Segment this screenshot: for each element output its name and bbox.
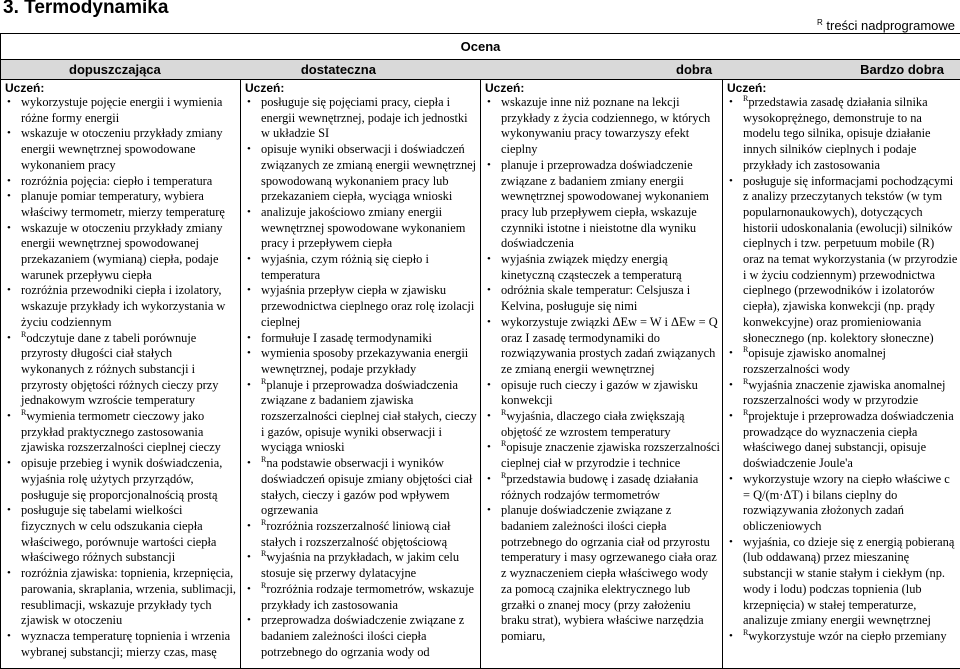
list-item: • wyjaśnia, czym różnią się ciepło i temperatura xyxy=(245,252,478,283)
list-item-r: • $^R$wymienia termometr cieczowy jako przykład praktycznego zastosowania zjawiska rozszerzalności cieplnej cieczy xyxy=(5,409,238,456)
legend-note: $^R$ treści nadprogramowe xyxy=(817,18,955,33)
list-item: • odróżnia skale temperatur: Celsjusza i Kelvina, posługuje się nimi xyxy=(485,283,720,314)
list-item-r: • $^R$odczytuje dane z tabeli porównuje przyrosty długości ciał stałych wykonanych z różnych substancji i przyrosty objętości różnych cieczy przy jednakowym wzroście temperatury xyxy=(5,331,238,410)
list-item-r: • $^R$planuje i przeprowadza doświadczenia związane z badaniem zjawiska rozszerzalności cieplnej ciał stałych, cieczy i gazów, opisuje wyniki obserwacji i wyciąga wnioski xyxy=(245,378,478,457)
list-item: • rozróżnia przewodniki ciepła i izolatory, wskazuje przykłady ich wykorzystania w życiu codziennym xyxy=(5,283,238,330)
list-item: • rozróżnia zjawiska: topnienia, krzepnięcia, parowania, skraplania, wrzenia, sublimacji, resublimacji, wskazuje przykłady tych zjawisk w otoczeniu xyxy=(5,566,238,629)
list-item-r: • $^R$projektuje i przeprowadza doświadczenia prowadzące do wyznaczenia ciepła właściwego danej substancji, opisuje doświadczenie Joule'a xyxy=(727,409,958,472)
list-item: • przeprowadza doświadczenie związane z badaniem zależności ilości ciepła potrzebnego do ogrzania wody od xyxy=(245,613,478,660)
list-item-r: • $^R$rozróżnia rodzaje termometrów, wskazuje przykłady ich zastosowania xyxy=(245,582,478,613)
requirements-table xyxy=(0,33,960,669)
column-bardzo-dobra xyxy=(723,80,960,669)
list-item-r: • $^R$rozróżnia rozszerzalność liniową ciał stałych i rozszerzalność objętościową xyxy=(245,519,478,550)
list-item: • wyznacza temperaturę topnienia i wrzenia wybranej substancji; mierzy czas, masę xyxy=(5,629,238,660)
level-dopuszczajaca: dopuszczająca xyxy=(9,60,169,79)
list-item: • wykorzystuje związki ΔEw = W i ΔEw = Q oraz I zasadę termodynamiki do rozwiązywania prostych zadań związanych ze zmianą energii wewnętrznej xyxy=(485,315,720,378)
list-item: • analizuje jakościowo zmiany energii wewnętrznej spowodowane wykonaniem pracy i przepływem ciepła xyxy=(245,205,478,252)
list-item: • wykorzystuje wzory na ciepło właściwe c = Q/(m·ΔT) i bilans cieplny do rozwiązywania złożonych zadań obliczeniowych xyxy=(727,472,958,535)
list-item: • wskazuje w otoczeniu przykłady zmiany energii wewnętrznej spowodowanej przekazaniem (wymianą) ciepła, podaje warunek przepływu ciepła xyxy=(5,221,238,284)
list-item: • opisuje wyniki obserwacji i doświadczeń związanych ze zmianą energii wewnętrznej spowodowaną wykonaniem pracy lub przekazaniem ciepła, wyciąga wnioski xyxy=(245,142,478,205)
list-item: • planuje pomiar temperatury, wybiera właściwy termometr, mierzy temperaturę xyxy=(5,189,238,220)
grade-header: Ocena xyxy=(1,34,960,60)
grade-levels-row xyxy=(1,60,960,80)
list-item: • wymienia sposoby przekazywania energii wewnętrznej, podaje przykłady xyxy=(245,346,478,377)
list-item: • wyjaśnia, co dzieje się z energią pobieraną (lub oddawaną) przez mieszaninę substancji w stanie stałym i ciekłym (np. wody i lodu) podczas topnienia (lub krzepnięcia) w stałej temperaturze, analizuje zmiany energii wewnętrznej xyxy=(727,535,958,629)
list-item-r: • $^R$wyjaśnia znaczenie zjawiska anomalnej rozszerzalności wody w przyrodzie xyxy=(727,378,958,409)
level-bardzo-dobra: Bardzo dobra xyxy=(852,60,952,79)
list-item-r: • $^R$wykorzystuje wzór na ciepło przemiany xyxy=(727,629,958,645)
list-item-r: • $^R$opisuje znaczenie zjawiska rozszerzalności cieplnej ciał w przyrodzie i technice xyxy=(485,440,720,471)
list-item: • posługuje się tabelami wielkości fizycznych w celu odszukania ciepła właściwego, porównuje wartości ciepła właściwego różnych substancji xyxy=(5,503,238,566)
uczen-label: Uczeń: xyxy=(245,81,478,95)
list-item-r: • $^R$na podstawie obserwacji i wyników doświadczeń opisuje zmiany objętości ciał stałych, cieczy i gazów pod wpływem ogrzewania xyxy=(245,456,478,519)
section-title: 3. Termodynamika xyxy=(3,0,168,19)
list-item-r: • $^R$wyjaśnia na przykładach, w jakim celu stosuje się przerwy dylatacyjne xyxy=(245,550,478,581)
list-item: • planuje doświadczenie związane z badaniem zależności ilości ciepła potrzebnego do ogrzania ciał od przyrostu temperatury i masy ogrzewanego ciała oraz z wyznaczeniem ciepła właściwego wody za pomocą czajnika elektrycznego lub grzałki o znanej mocy (przy założeniu braku strat), wybiera właściwe narzędzia pomiaru, xyxy=(485,503,720,644)
list-item-r: • $^R$opisuje zjawisko anomalnej rozszerzalności wody xyxy=(727,346,958,377)
list-item: • wyjaśnia przepływ ciepła w zjawisku przewodnictwa cieplnego oraz rolę izolacji cieplnej xyxy=(245,283,478,330)
level-dobra: dobra xyxy=(516,60,720,79)
column-dobra xyxy=(481,80,723,669)
list-item: • opisuje przebieg i wynik doświadczenia, wyjaśnia rolę użytych przyrządów, posługuje się proporcjonalnością prostą xyxy=(5,456,238,503)
list-item: • wskazuje w otoczeniu przykłady zmiany energii wewnętrznej spowodowane wykonaniem pracy xyxy=(5,126,238,173)
list-item: • wyjaśnia związek między energią kinetyczną cząsteczek a temperaturą xyxy=(485,252,720,283)
uczen-label: Uczeń: xyxy=(5,81,238,95)
list-item-r: • $^R$przedstawia zasadę działania silnika wysokoprężnego, demonstruje to na modelu tego silnika, opisuje działanie innych silników cieplnych i podaje przykłady ich zastosowania xyxy=(727,95,958,174)
list-item-r: • $^R$wyjaśnia, dlaczego ciała zwiększają objętość ze wzrostem temperatury xyxy=(485,409,720,440)
column-dopuszczajaca xyxy=(1,80,241,669)
level-dostateczna: dostateczna xyxy=(301,60,384,79)
list-item: • opisuje ruch cieczy i gazów w zjawisku konwekcji xyxy=(485,378,720,409)
list-item: • rozróżnia pojęcia: ciepło i temperatura xyxy=(5,174,238,190)
column-dostateczna xyxy=(241,80,481,669)
list-item: • posługuje się pojęciami pracy, ciepła i energii wewnętrznej, podaje ich jednostki w układzie SI xyxy=(245,95,478,142)
list-item: • formułuje I zasadę termodynamiki xyxy=(245,331,478,347)
list-item: • wykorzystuje pojęcie energii i wymienia różne formy energii xyxy=(5,95,238,126)
list-item: • planuje i przeprowadza doświadczenie związane z badaniem zmiany energii wewnętrznej spowodowanej wykonaniem pracy lub przepływem ciepła, wskazuje czynniki istotne i nieistotne dla wyniku doświadczenia xyxy=(485,158,720,252)
list-item-r: • $^R$przedstawia budowę i zasadę działania różnych rodzajów termometrów xyxy=(485,472,720,503)
uczen-label: Uczeń: xyxy=(485,81,720,95)
uczen-label: Uczeń: xyxy=(727,81,958,95)
list-item: • wskazuje inne niż poznane na lekcji przykłady z życia codziennego, w których wykonywaniu pracy towarzyszy efekt cieplny xyxy=(485,95,720,158)
list-item: • posługuje się informacjami pochodzącymi z analizy przeczytanych tekstów (w tym popularnonaukowych), dotyczących historii udoskonalania (ewolucji) silników cieplnych i tzw. perpetuum mobile (R) oraz na temat wykorzystania (w przyrodzie i w życiu codziennym) przewodnictwa cieplnego (przewodników i izolatorów ciepła), zjawiska konwekcji (np. prądy konwekcyjne) oraz promieniowania słonecznego (np. kolektory słoneczne) xyxy=(727,174,958,347)
